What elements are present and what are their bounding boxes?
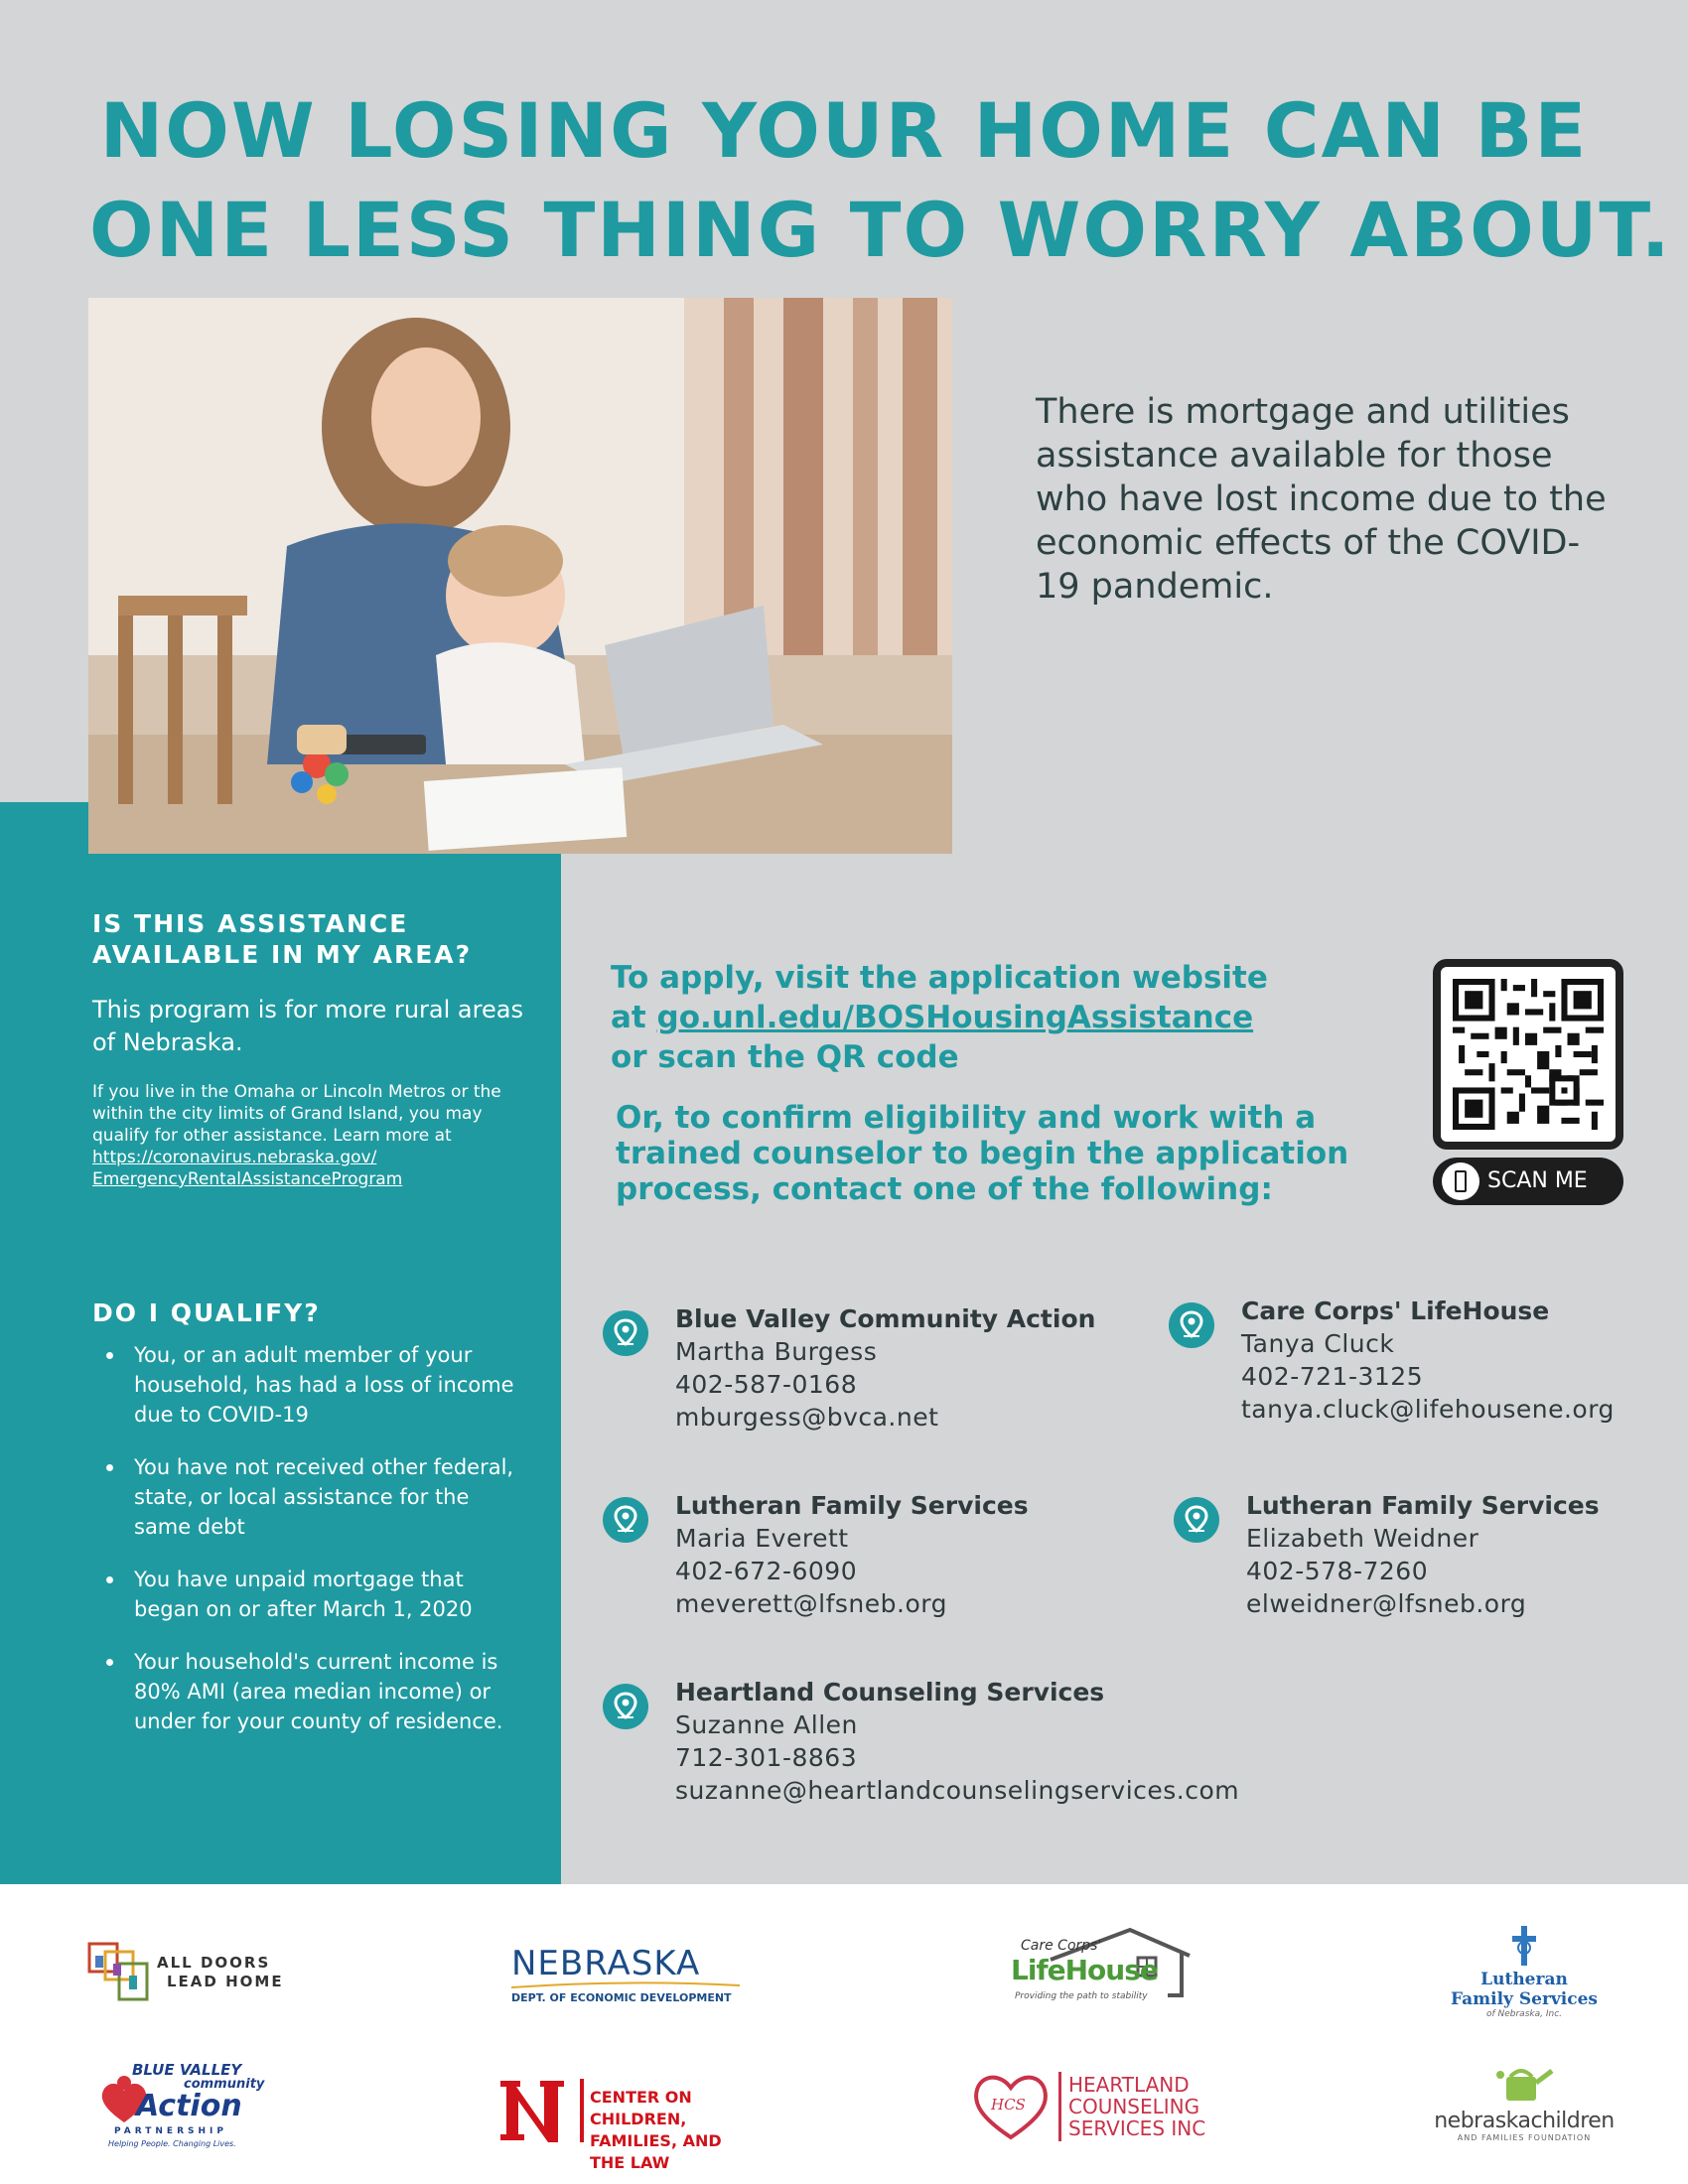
phone-icon xyxy=(1442,1162,1479,1200)
confirm-line-2: trained counselor to begin the application xyxy=(616,1136,1349,1171)
qualify-item: You have not received other federal, state, or local assistance for the same debt xyxy=(92,1452,519,1542)
unl-n-icon xyxy=(496,2075,568,2146)
contact-phone[interactable]: 402-587-0168 xyxy=(675,1370,858,1399)
nebraska-ded-logo xyxy=(511,1946,740,2005)
unl-line-2: FAMILIES, AND THE LAW xyxy=(590,2131,722,2172)
qr-code-icon xyxy=(1453,979,1604,1130)
nechildren-line-1: nebraskachildren xyxy=(1434,2109,1615,2133)
contact-card xyxy=(1241,1295,1658,1426)
bluevalley-line-4: PARTNERSHIP xyxy=(114,2126,227,2136)
nebraska-subtitle: DEPT. OF ECONOMIC DEVELOPMENT xyxy=(511,1991,732,2004)
photo-illustration xyxy=(88,298,952,854)
nechildren-line-2: AND FAMILIES FOUNDATION xyxy=(1457,2133,1592,2142)
heartland-line-3: SERVICES INC xyxy=(1068,2116,1206,2140)
contact-phone[interactable]: 402-721-3125 xyxy=(1241,1362,1424,1391)
qualify-section xyxy=(92,1297,519,1759)
mother-child-photo xyxy=(88,298,952,854)
apply-instructions xyxy=(611,958,1425,1077)
qr-code[interactable] xyxy=(1433,959,1623,1150)
nebraska-children-logo xyxy=(1420,2065,1628,2154)
contact-phone[interactable]: 712-301-8863 xyxy=(675,1743,858,1772)
apply-line-2 xyxy=(611,998,1425,1037)
all-doors-line-2: LEAD HOME xyxy=(167,1973,284,1990)
area-section xyxy=(92,908,529,1190)
contact-name: Maria Everett xyxy=(675,1524,849,1553)
area-link-line-1[interactable]: https://coronavirus.nebraska.gov/ xyxy=(92,1148,377,1167)
contact-email[interactable]: mburgess@bvca.net xyxy=(675,1403,939,1432)
contact-org: Blue Valley Community Action xyxy=(675,1304,1096,1333)
heartland-line-1: HEARTLAND xyxy=(1068,2073,1190,2097)
apply-line-1: To apply, visit the application website xyxy=(611,960,1268,996)
all-doors-lead-home-logo xyxy=(87,1942,286,2001)
contact-name: Elizabeth Weidner xyxy=(1246,1524,1479,1553)
bluevalley-line-3: Action xyxy=(136,2089,242,2123)
lifehouse-logo xyxy=(1011,1926,1192,2011)
lutheran-line-1: Lutheran xyxy=(1480,1970,1568,1989)
lifehouse-main: LifeHouse xyxy=(1011,1954,1158,1986)
heartland-counseling-logo xyxy=(971,2068,1229,2147)
contact-email[interactable]: elweidner@lfsneb.org xyxy=(1246,1589,1527,1618)
unl-center-on-children-logo xyxy=(496,2075,755,2172)
contact-org: Lutheran Family Services xyxy=(675,1491,1029,1520)
intro-paragraph: There is mortgage and utilities assistance available for those who have lost income due to the economic effects of the COVID-19 pandemic. xyxy=(1036,392,1607,607)
contact-name: Martha Burgess xyxy=(675,1337,878,1366)
lutheran-line-2: Family Services xyxy=(1451,1989,1598,2009)
contact-card xyxy=(675,1676,1390,1807)
qualify-item: You have unpaid mortgage that began on or after March 1, 2020 xyxy=(92,1565,519,1624)
location-pin-icon xyxy=(1169,1302,1214,1348)
lifehouse-tagline: Providing the path to stability xyxy=(1015,1991,1148,2001)
page-headline xyxy=(89,81,1672,280)
contact-name: Tanya Cluck xyxy=(1241,1329,1395,1358)
qualify-item: Your household's current income is 80% AMI (area median income) or under for your county of residence. xyxy=(92,1647,519,1736)
location-pin-icon xyxy=(603,1497,648,1543)
contact-org: Heartland Counseling Services xyxy=(675,1678,1105,1706)
location-pin-icon xyxy=(603,1310,648,1356)
area-link-line-2[interactable]: EmergencyRentalAssistanceProgram xyxy=(92,1169,403,1189)
doors-icon xyxy=(87,1942,151,2003)
headline-line-1: NOW LOSING YOUR HOME CAN BE xyxy=(99,86,1589,175)
area-heading: IS THIS ASSISTANCE AVAILABLE IN MY AREA? xyxy=(92,909,473,969)
apply-line-2-prefix: at xyxy=(611,1000,646,1035)
contact-email[interactable]: suzanne@heartlandcounselingservices.com xyxy=(675,1776,1240,1805)
qualify-heading: DO I QUALIFY? xyxy=(92,1298,321,1327)
nebraska-wordmark: NEBRASKA xyxy=(511,1944,701,1983)
lutheran-family-services-logo xyxy=(1445,1926,1604,2035)
confirm-line-1: Or, to confirm eligibility and work with a xyxy=(616,1100,1317,1136)
all-doors-line-1: ALL DOORS xyxy=(157,1954,271,1972)
contact-card xyxy=(1246,1489,1663,1620)
partner-logos-footer xyxy=(0,1884,1688,2184)
qualify-list xyxy=(92,1340,519,1736)
contact-phone[interactable]: 402-672-6090 xyxy=(675,1557,858,1585)
heartland-initials: HCS xyxy=(991,2096,1026,2114)
area-note-text: If you live in the Omaha or Lincoln Metros or the within the city limits of Grand Island, you may qualify for other assistance. Learn more at xyxy=(92,1082,501,1146)
headline-line-2: ONE LESS THING TO WORRY ABOUT. xyxy=(89,186,1672,274)
heartland-line-2: COUNSELING xyxy=(1068,2095,1200,2118)
location-pin-icon xyxy=(1174,1497,1219,1543)
bluevalley-line-1: BLUE VALLEY xyxy=(132,2061,242,2079)
watering-can-icon xyxy=(1492,2065,1556,2105)
lutheran-line-3: of Nebraska, Inc. xyxy=(1485,2009,1563,2019)
confirm-line-3: process, contact one of the following: xyxy=(616,1171,1273,1207)
cross-icon xyxy=(1509,1926,1539,1966)
qualify-item: You, or an adult member of your household, has had a loss of income due to COVID-19 xyxy=(92,1340,519,1430)
contact-phone[interactable]: 402-578-7260 xyxy=(1246,1557,1429,1585)
contact-card xyxy=(675,1302,1311,1433)
lifehouse-top: Care Corps' xyxy=(1021,1938,1102,1954)
application-website-link[interactable]: go.unl.edu/BOSHousingAssistance xyxy=(656,1000,1254,1035)
blue-valley-community-action-logo xyxy=(94,2061,283,2150)
scan-me-label: SCAN ME xyxy=(1487,1168,1588,1193)
bluevalley-line-5: Helping People. Changing Lives. xyxy=(108,2139,236,2148)
area-body: This program is for more rural areas of Nebraska. xyxy=(92,996,523,1056)
contact-name: Suzanne Allen xyxy=(675,1710,858,1739)
contact-email[interactable]: tanya.cluck@lifehousene.org xyxy=(1241,1395,1615,1424)
contact-org: Lutheran Family Services xyxy=(1246,1491,1600,1520)
area-note xyxy=(92,1081,529,1190)
apply-line-3: or scan the QR code xyxy=(611,1039,959,1075)
confirm-instructions xyxy=(616,1100,1430,1207)
bluevalley-line-2: community xyxy=(184,2077,265,2092)
location-pin-icon xyxy=(603,1684,648,1729)
contact-org: Care Corps' LifeHouse xyxy=(1241,1297,1550,1325)
contact-email[interactable]: meverett@lfsneb.org xyxy=(675,1589,947,1618)
unl-line-1: CENTER ON CHILDREN, xyxy=(590,2088,692,2128)
scan-me-badge xyxy=(1433,1158,1623,1205)
